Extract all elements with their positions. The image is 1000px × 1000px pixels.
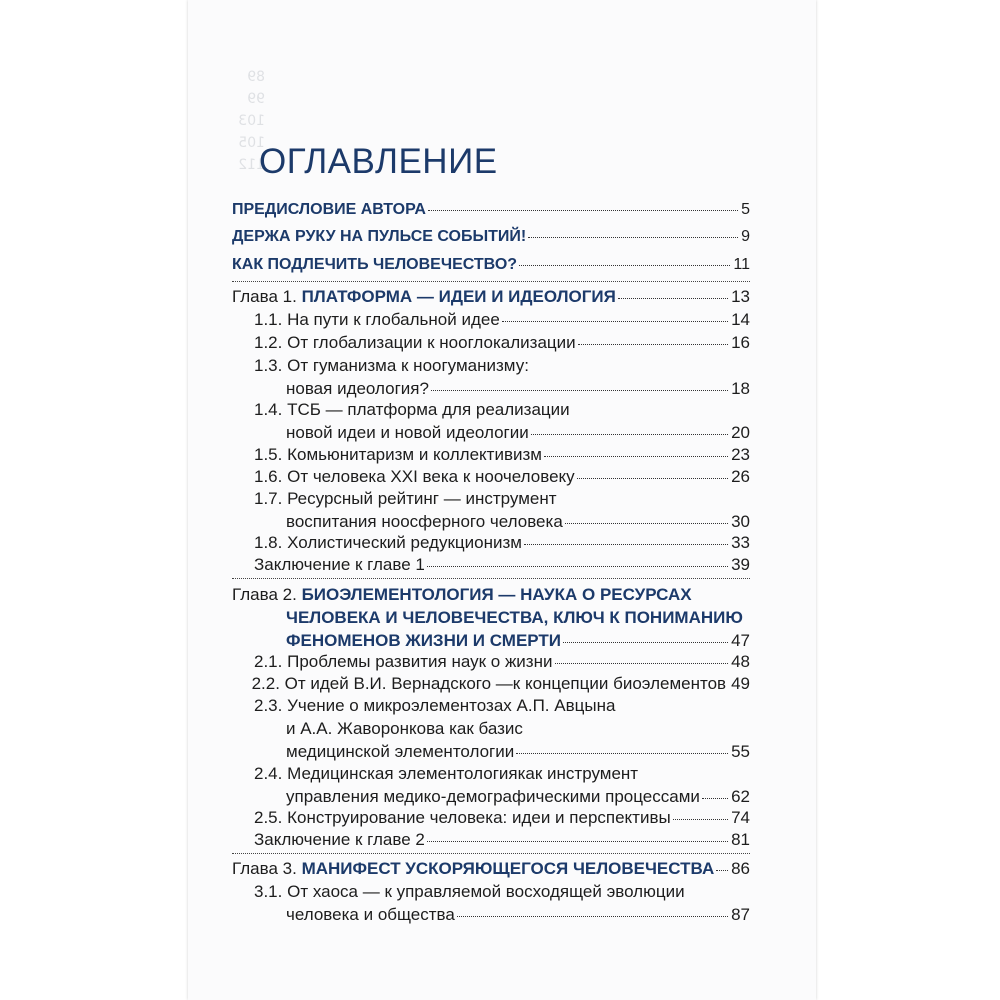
toc-conclusion-2[interactable] — [232, 828, 750, 851]
toc-page-number: 18 — [731, 379, 750, 398]
dot-leader — [427, 841, 728, 842]
section-title-continued: управления медико-демографическими процессами — [286, 787, 700, 806]
toc-page-number: 13 — [731, 287, 750, 306]
section-title: От хаоса — к управляемой восходящей эволюции — [287, 882, 685, 901]
dot-leader — [555, 663, 729, 664]
section-title: От идей В.И. Вернадского —к концепции биоэлементов — [284, 674, 727, 693]
section-number: 1.1. — [254, 310, 283, 329]
dot-leader — [516, 753, 728, 754]
toc-chapter-1[interactable] — [232, 285, 750, 308]
section-title: Проблемы развития наук о жизни — [287, 652, 553, 671]
section-title: Заключение к главе 2 — [254, 830, 425, 849]
dot-leader — [618, 298, 728, 299]
toc-entry-heal[interactable] — [232, 253, 750, 276]
toc-entry-title: ПРЕДИСЛОВИЕ АВТОРА — [232, 201, 426, 218]
dot-leader — [577, 478, 728, 479]
toc-section-2-3[interactable] — [232, 694, 750, 763]
toc-page-number: 23 — [731, 445, 750, 464]
chapter-label: Глава 1. — [232, 287, 297, 306]
toc-page-number: 48 — [731, 652, 750, 671]
toc-page-number: 81 — [731, 830, 750, 849]
section-number: 2.4. — [254, 764, 283, 783]
toc-page-number: 87 — [731, 905, 750, 924]
section-title: От человека XXI века к ноочеловеку — [287, 467, 575, 486]
section-number: 1.3. — [254, 356, 283, 375]
dot-leader — [519, 265, 730, 266]
toc-page-number: 62 — [731, 787, 750, 806]
toc-section-1-6[interactable] — [232, 465, 750, 488]
section-title: На пути к глобальной идее — [287, 310, 500, 329]
chapter-label: Глава 2. — [232, 585, 297, 604]
bleed-through-text: 89 99 103 105 112 — [238, 69, 265, 173]
toc-conclusion-1[interactable] — [232, 553, 750, 576]
section-title-continued: человека и общества — [286, 905, 455, 924]
section-number: 2.3. — [254, 696, 283, 715]
section-title-continued: новой идеи и новой идеологии — [286, 423, 529, 442]
toc-entry-title: КАК ПОДЛЕЧИТЬ ЧЕЛОВЕЧЕСТВО? — [232, 256, 518, 273]
dot-leader — [427, 566, 728, 567]
dot-leader — [563, 642, 728, 643]
chapter-label: Глава 3. — [232, 859, 297, 878]
chapter-title-continued: ФЕНОМЕНОВ ЖИЗНИ И СМЕРТИ — [286, 631, 562, 650]
toc-entry-title: ДЕРЖА РУКУ НА ПУЛЬСЕ СОБЫТИЙ! — [232, 228, 527, 245]
toc-section-1-4[interactable] — [232, 398, 750, 444]
chapter-title: ПЛАТФОРМА — ИДЕИ И ИДЕОЛОГИЯ — [301, 287, 616, 306]
toc-page-number: 74 — [731, 808, 750, 827]
section-title-continued: новая идеология? — [286, 379, 429, 398]
section-title-continued: и А.А. Жаворонкова как базис — [286, 719, 523, 738]
section-title: Комьюнитаризм и коллективизм — [287, 445, 542, 464]
section-number: 2.5. — [254, 808, 283, 827]
section-title: Учение о микроэлементозах А.П. Авцына — [287, 696, 616, 715]
section-number: 1.8. — [254, 533, 283, 552]
toc-section-2-2[interactable] — [232, 672, 750, 695]
dot-leader — [502, 321, 728, 322]
toc-page-number: 5 — [741, 201, 750, 218]
dot-leader — [565, 523, 728, 524]
toc-page-number: 39 — [731, 555, 750, 574]
section-number: 1.6. — [254, 467, 283, 486]
toc-section-1-3[interactable] — [232, 354, 750, 400]
section-title: Ресурсный рейтинг — инструмент — [287, 489, 557, 508]
dot-leader — [716, 870, 728, 871]
dot-leader — [673, 819, 728, 820]
section-title: От гуманизма к ноогуманизму: — [287, 356, 529, 375]
section-separator — [232, 853, 750, 854]
toc-page-number: 20 — [731, 423, 750, 442]
toc-section-1-7[interactable] — [232, 487, 750, 533]
toc-page-number: 11 — [733, 256, 750, 273]
toc-page-number: 16 — [731, 333, 750, 352]
chapter-title: МАНИФЕСТ УСКОРЯЮЩЕГОСЯ ЧЕЛОВЕЧЕСТВА — [301, 859, 715, 878]
section-number: 1.5. — [254, 445, 283, 464]
chapter-title-continued: ЧЕЛОВЕКА И ЧЕЛОВЕЧЕСТВА, КЛЮЧ К ПОНИМАНИЮ — [286, 608, 743, 627]
toc-page-number: 14 — [731, 310, 750, 329]
section-separator — [232, 281, 750, 282]
section-number: 1.4. — [254, 400, 283, 419]
toc-page-number: 86 — [731, 859, 750, 878]
toc-page-number: 26 — [731, 467, 750, 486]
toc-section-3-1[interactable] — [232, 880, 750, 926]
dot-leader — [702, 798, 728, 799]
toc-entry-pulse[interactable] — [232, 225, 750, 248]
section-title: Холистический редукционизм — [287, 533, 522, 552]
dot-leader — [528, 237, 738, 238]
toc-section-1-8[interactable] — [232, 531, 750, 554]
toc-page-number: 55 — [731, 742, 750, 761]
toc-section-2-5[interactable] — [232, 806, 750, 829]
toc-entry-preface[interactable] — [232, 198, 750, 221]
toc-page-number: 9 — [741, 228, 750, 245]
toc-section-1-5[interactable] — [232, 443, 750, 466]
toc-page-number: 30 — [731, 512, 750, 531]
section-title-continued: воспитания ноосферного человека — [286, 512, 563, 531]
section-number: 3.1. — [254, 882, 283, 901]
section-number: 1.2. — [254, 333, 283, 352]
section-title: Медицинская элементологиякак инструмент — [287, 764, 639, 783]
dot-leader — [457, 916, 728, 917]
section-title-continued: медицинской элементологии — [286, 742, 515, 761]
section-title: От глобализации к нооглокализации — [287, 333, 576, 352]
dot-leader — [544, 456, 728, 457]
toc-page-number: 33 — [731, 533, 750, 552]
section-number: 2.2. — [251, 674, 280, 693]
section-title: Заключение к главе 1 — [254, 555, 425, 574]
section-separator — [232, 578, 750, 579]
toc-section-1-1[interactable] — [232, 308, 750, 331]
dot-leader — [431, 390, 728, 391]
section-title: Конструирование человека: идеи и перспективы — [287, 808, 671, 827]
toc-chapter-3[interactable] — [232, 857, 750, 880]
toc-page-number: 49 — [731, 674, 750, 693]
page-title: ОГЛАВЛЕНИЕ — [259, 142, 498, 181]
toc-section-2-1[interactable] — [232, 650, 750, 673]
chapter-title: БИОЭЛЕМЕНТОЛОГИЯ — НАУКА О РЕСУРСАХ — [301, 585, 692, 604]
dot-leader — [531, 434, 728, 435]
toc-page-number: 47 — [731, 631, 750, 650]
dot-leader — [578, 344, 728, 345]
section-number: 1.7. — [254, 489, 283, 508]
toc-section-1-2[interactable] — [232, 331, 750, 354]
dot-leader — [524, 544, 728, 545]
section-number: 2.1. — [254, 652, 283, 671]
toc-section-2-4[interactable] — [232, 762, 750, 808]
toc-chapter-2[interactable] — [232, 583, 750, 652]
section-title: ТСБ — платформа для реализации — [287, 400, 570, 419]
dot-leader — [428, 210, 738, 211]
